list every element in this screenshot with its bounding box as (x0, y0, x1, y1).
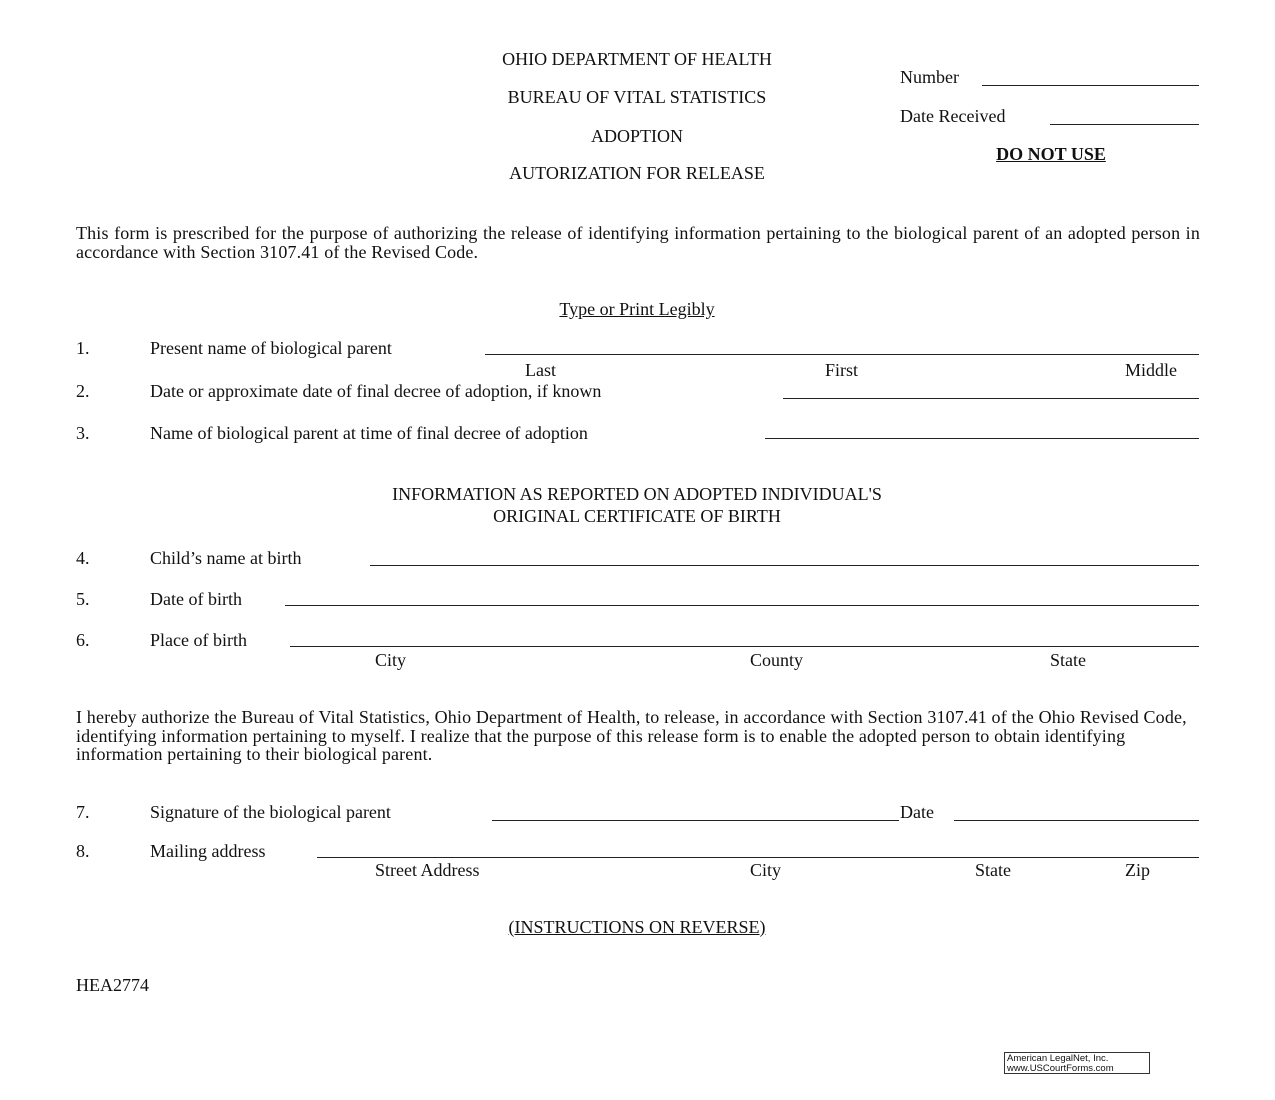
city-caption: City (750, 860, 782, 880)
item-number: 4. (76, 548, 90, 568)
date-of-birth-field[interactable] (285, 605, 1199, 606)
signature-date-field[interactable] (954, 820, 1199, 821)
section-heading-line1: INFORMATION AS REPORTED ON ADOPTED INDIVIDUAL'S (392, 484, 882, 504)
place-of-birth-label: Place of birth (150, 630, 247, 650)
state-caption: State (975, 860, 1011, 880)
signature-date-label: Date (900, 802, 934, 822)
header-subject: ADOPTION (591, 126, 683, 146)
child-name-at-birth-field[interactable] (370, 565, 1199, 566)
item-number: 1. (76, 338, 90, 358)
date-received-label: Date Received (900, 106, 1006, 126)
item-number: 8. (76, 841, 90, 861)
page-title: AUTORIZATION FOR RELEASE (509, 163, 765, 183)
middle-name-caption: Middle (1125, 360, 1177, 380)
signature-label: Signature of the biological parent (150, 802, 391, 822)
form-code: HEA2774 (76, 975, 149, 995)
intro-paragraph: This form is prescribed for the purpose of authorizing the release of identifying information pertaining to the biological parent of an adopted person in accordance with Section 3107.41 of the Revised Code. (76, 223, 1200, 262)
number-label: Number (900, 67, 959, 87)
publisher-name: American LegalNet, Inc. (1007, 1053, 1109, 1064)
number-field[interactable] (982, 85, 1199, 86)
first-name-caption: First (825, 360, 859, 380)
biological-parent-name-label: Present name of biological parent (150, 338, 392, 358)
last-name-caption: Last (525, 360, 556, 380)
do-not-use-label: DO NOT USE (996, 144, 1106, 164)
parent-name-at-decree-field[interactable] (765, 438, 1199, 439)
header-bureau: BUREAU OF VITAL STATISTICS (507, 87, 767, 107)
date-received-field[interactable] (1050, 124, 1199, 125)
zip-caption: Zip (1125, 860, 1150, 880)
mailing-address-label: Mailing address (150, 841, 266, 861)
child-name-at-birth-label: Child’s name at birth (150, 548, 302, 568)
instructions-on-reverse: (INSTRUCTIONS ON REVERSE) (508, 917, 766, 937)
state-caption: State (1050, 650, 1086, 670)
header-agency: OHIO DEPARTMENT OF HEALTH (502, 49, 772, 69)
item-number: 6. (76, 630, 90, 650)
publisher-url: www.USCourtForms.com (1007, 1063, 1114, 1074)
date-of-birth-label: Date of birth (150, 589, 242, 609)
street-address-caption: Street Address (375, 860, 480, 880)
publisher-stamp (1004, 1052, 1150, 1074)
section-heading-line2: ORIGINAL CERTIFICATE OF BIRTH (493, 506, 781, 526)
item-number: 3. (76, 423, 90, 443)
adoption-decree-date-field[interactable] (783, 398, 1199, 399)
type-or-print-instruction: Type or Print Legibly (559, 299, 715, 319)
place-of-birth-field[interactable] (290, 646, 1199, 647)
signature-field[interactable] (492, 820, 899, 821)
item-number: 2. (76, 381, 90, 401)
adoption-decree-date-label: Date or approximate date of final decree of adoption, if known (150, 381, 602, 401)
county-caption: County (750, 650, 804, 670)
mailing-address-field[interactable] (317, 857, 1199, 858)
biological-parent-name-field[interactable] (485, 354, 1199, 355)
city-caption: City (375, 650, 407, 670)
item-number: 5. (76, 589, 90, 609)
item-number: 7. (76, 802, 90, 822)
parent-name-at-decree-label: Name of biological parent at time of final decree of adoption (150, 423, 588, 443)
authorization-paragraph: I hereby authorize the Bureau of Vital Statistics, Ohio Department of Health, to release, in accordance with Section 3107.41 of the Ohio Revised Code, identifying information pertaining to myself. I realize that the purpose of this release form is to enable the adopted person to obtain identifying information pertaining to their biological parent. (76, 707, 1187, 764)
